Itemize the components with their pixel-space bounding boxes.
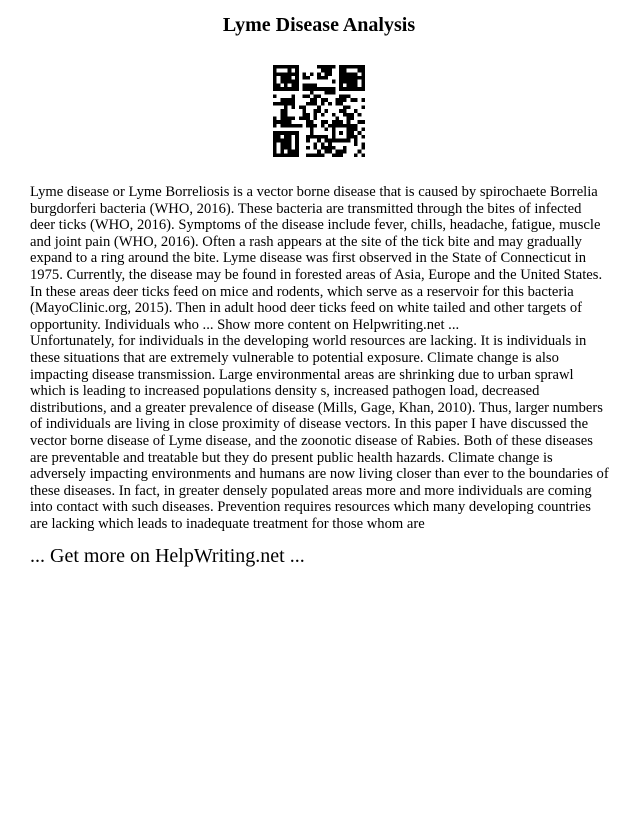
qr-code-icon[interactable] <box>273 65 365 157</box>
document-title: Lyme Disease Analysis <box>222 14 416 36</box>
qr-code-graphic <box>273 65 365 157</box>
paragraph-2: Unfortunately, for individuals in the developing world resources are lacking. It is individuals in these situations that are extremely vulnerable to potential exposure. Climate change is also impacting disease transmission. Large environmental areas are shrinking due to urban sprawl which is leading to increased populations density s, increased pathogen load, decreased distributions, and a greater prevalence of disease (Mills, Gage, Khan, 2010). Thus, larger numbers of individuals are living in close proximity of disease vectors. In this paper I have discussed the vector borne disease of Lyme disease, and the zoonotic disease of Rabies. Both of these diseases are preventable and treatable but they do present public health hazards. Climate change is adversely impacting environments and humans are now living closer than ever to the boundaries of these diseases. In fact, in greater densely populated areas more and more individuals are coming into contact with such diseases. Prevention requires resources which many developing countries are lacking which leads to inadequate treatment for those whom are <box>30 333 609 532</box>
document-body <box>30 184 610 532</box>
paragraph-1: Lyme disease or Lyme Borreliosis is a vector borne disease that is caused by spirochaete Borrelia burgdorferi bacteria (WHO, 2016). These bacteria are transmitted through the bites of infected deer ticks (WHO, 2016). Symptoms of the disease include fever, chills, headache, fatigue, muscle and joint pain (WHO, 2016). Often a rash appears at the site of the tick bite and may gradually expand to a ring around the bite. Lyme disease was first observed in the State of Connecticut in 1975. Currently, the disease may be found in forested areas of Asia, Europe and the United States. In these areas deer ticks feed on mice and rodents, which serve as a reservoir for this bacteria (MayoClinic.org, 2015). Then in adult hood deer ticks feed on white tailed and other targets of opportunity. Individuals who ... Show more content on Helpwriting.net ... <box>30 184 603 333</box>
get-more-link[interactable]: ... Get more on HelpWriting.net ... <box>30 545 305 567</box>
